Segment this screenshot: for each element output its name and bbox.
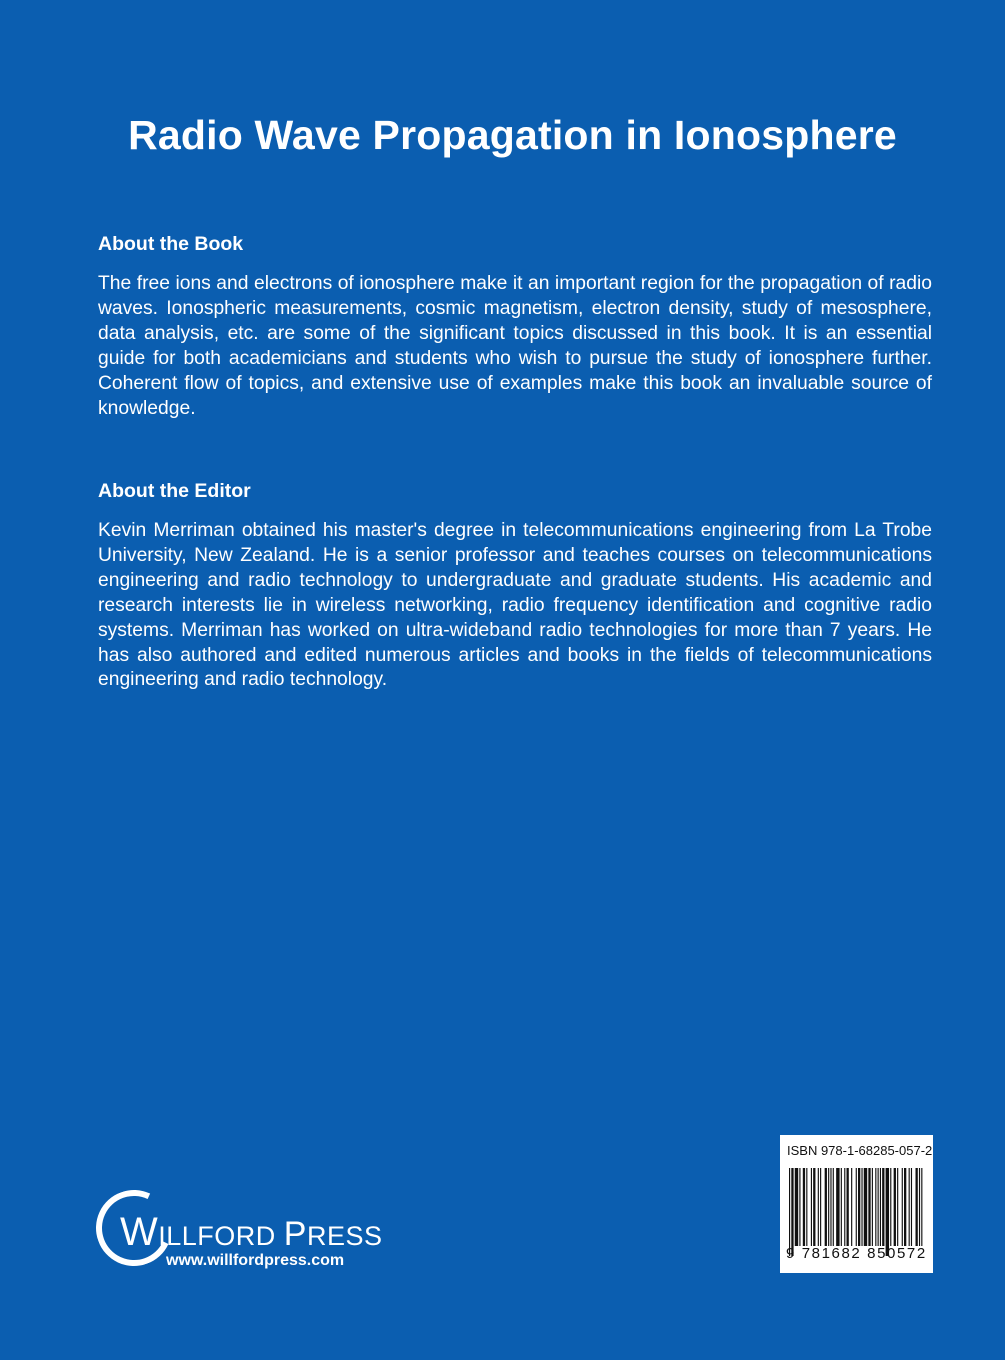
barcode-bar bbox=[836, 1168, 839, 1246]
barcode-bar bbox=[803, 1168, 805, 1246]
barcode-bar bbox=[833, 1168, 834, 1246]
barcode-bar bbox=[799, 1168, 800, 1246]
about-book-text: The free ions and electrons of ionosphere make it an important region for the propagation of radio waves. Ionospheric measurements, cosmic magnetism, electron density, study of mesosphere, data analysis, etc. are some of the significant topics discussed in this book. It is an essential guide for both academicians and students who wish to pursue the study of ionosphere further. Coherent flow of topics, and extensive use of examples make this book an invaluable source of knowledge. bbox=[98, 273, 932, 419]
barcode-bar bbox=[858, 1168, 860, 1246]
publisher-name-part: RESS bbox=[306, 1221, 383, 1251]
barcode-bar bbox=[919, 1168, 920, 1246]
publisher-initial: W bbox=[120, 1210, 159, 1254]
barcode-bar bbox=[818, 1168, 819, 1246]
barcode-bar bbox=[811, 1168, 812, 1246]
book-title: Radio Wave Propagation in Ionosphere bbox=[128, 112, 897, 158]
barcode-bar bbox=[872, 1168, 873, 1246]
barcode-bar bbox=[844, 1168, 845, 1246]
barcode-bar bbox=[868, 1168, 870, 1246]
barcode-bar bbox=[916, 1168, 918, 1246]
barcode-bar bbox=[890, 1168, 891, 1246]
about-editor-text: Kevin Merriman obtained his master's degree in telecommunications engineering from La Trobe University, New Zealand. He is a senior professor and teaches courses on telecommunications engineering and radio technology to undergraduate and graduate students. His academic and research interests lie in wireless networking, radio frequency identification and cognitive radio systems. Merriman has worked on ultra-wideband radio technologies for more than 7 years. He has also authored and edited numerous articles and books in the fields of telecommunications engineering and radio technology. bbox=[98, 520, 932, 691]
barcode-bar bbox=[851, 1168, 852, 1246]
about-book-heading: About the Book bbox=[98, 233, 244, 255]
barcode-bar bbox=[897, 1168, 898, 1246]
barcode-bar bbox=[909, 1168, 910, 1246]
publisher-url: www.willfordpress.com bbox=[166, 1252, 345, 1269]
barcode-bar bbox=[911, 1168, 912, 1246]
publisher-initial: P bbox=[283, 1215, 307, 1253]
barcode-bar bbox=[902, 1168, 903, 1246]
about-editor-heading: About the Editor bbox=[98, 480, 251, 502]
barcode-bar bbox=[795, 1168, 798, 1246]
barcode-bar bbox=[813, 1168, 815, 1246]
publisher-logo bbox=[90, 1186, 383, 1276]
barcode-bar bbox=[828, 1168, 829, 1246]
barcode-bar bbox=[880, 1168, 881, 1246]
isbn-label: ISBN 978-1-68285-057-2 bbox=[787, 1143, 933, 1158]
barcode-icon bbox=[789, 1168, 923, 1256]
barcode-bar bbox=[806, 1168, 807, 1246]
barcode-bar bbox=[830, 1168, 831, 1246]
publisher-name-part: ILLFORD bbox=[158, 1221, 284, 1251]
isbn-barcode-box bbox=[780, 1135, 933, 1273]
barcode-bar bbox=[825, 1168, 827, 1246]
barcode-bar bbox=[847, 1168, 849, 1246]
barcode-bar bbox=[864, 1168, 867, 1246]
barcode-bar bbox=[904, 1168, 906, 1246]
barcode-bar bbox=[894, 1168, 896, 1246]
barcode-bar bbox=[789, 1168, 790, 1256]
barcode-bar bbox=[820, 1168, 821, 1246]
barcode-bar bbox=[886, 1168, 889, 1256]
barcode-bar bbox=[875, 1168, 876, 1246]
barcode-bar bbox=[791, 1168, 793, 1256]
barcode-bar bbox=[882, 1168, 884, 1246]
barcode-bar bbox=[841, 1168, 842, 1246]
barcode-bar bbox=[878, 1168, 879, 1246]
isbn-digits: 9 781682 850572 bbox=[786, 1245, 927, 1262]
barcode-bar bbox=[856, 1168, 857, 1246]
barcode-bar bbox=[861, 1168, 862, 1246]
publisher-name bbox=[120, 1210, 383, 1255]
barcode-bar bbox=[921, 1168, 922, 1246]
